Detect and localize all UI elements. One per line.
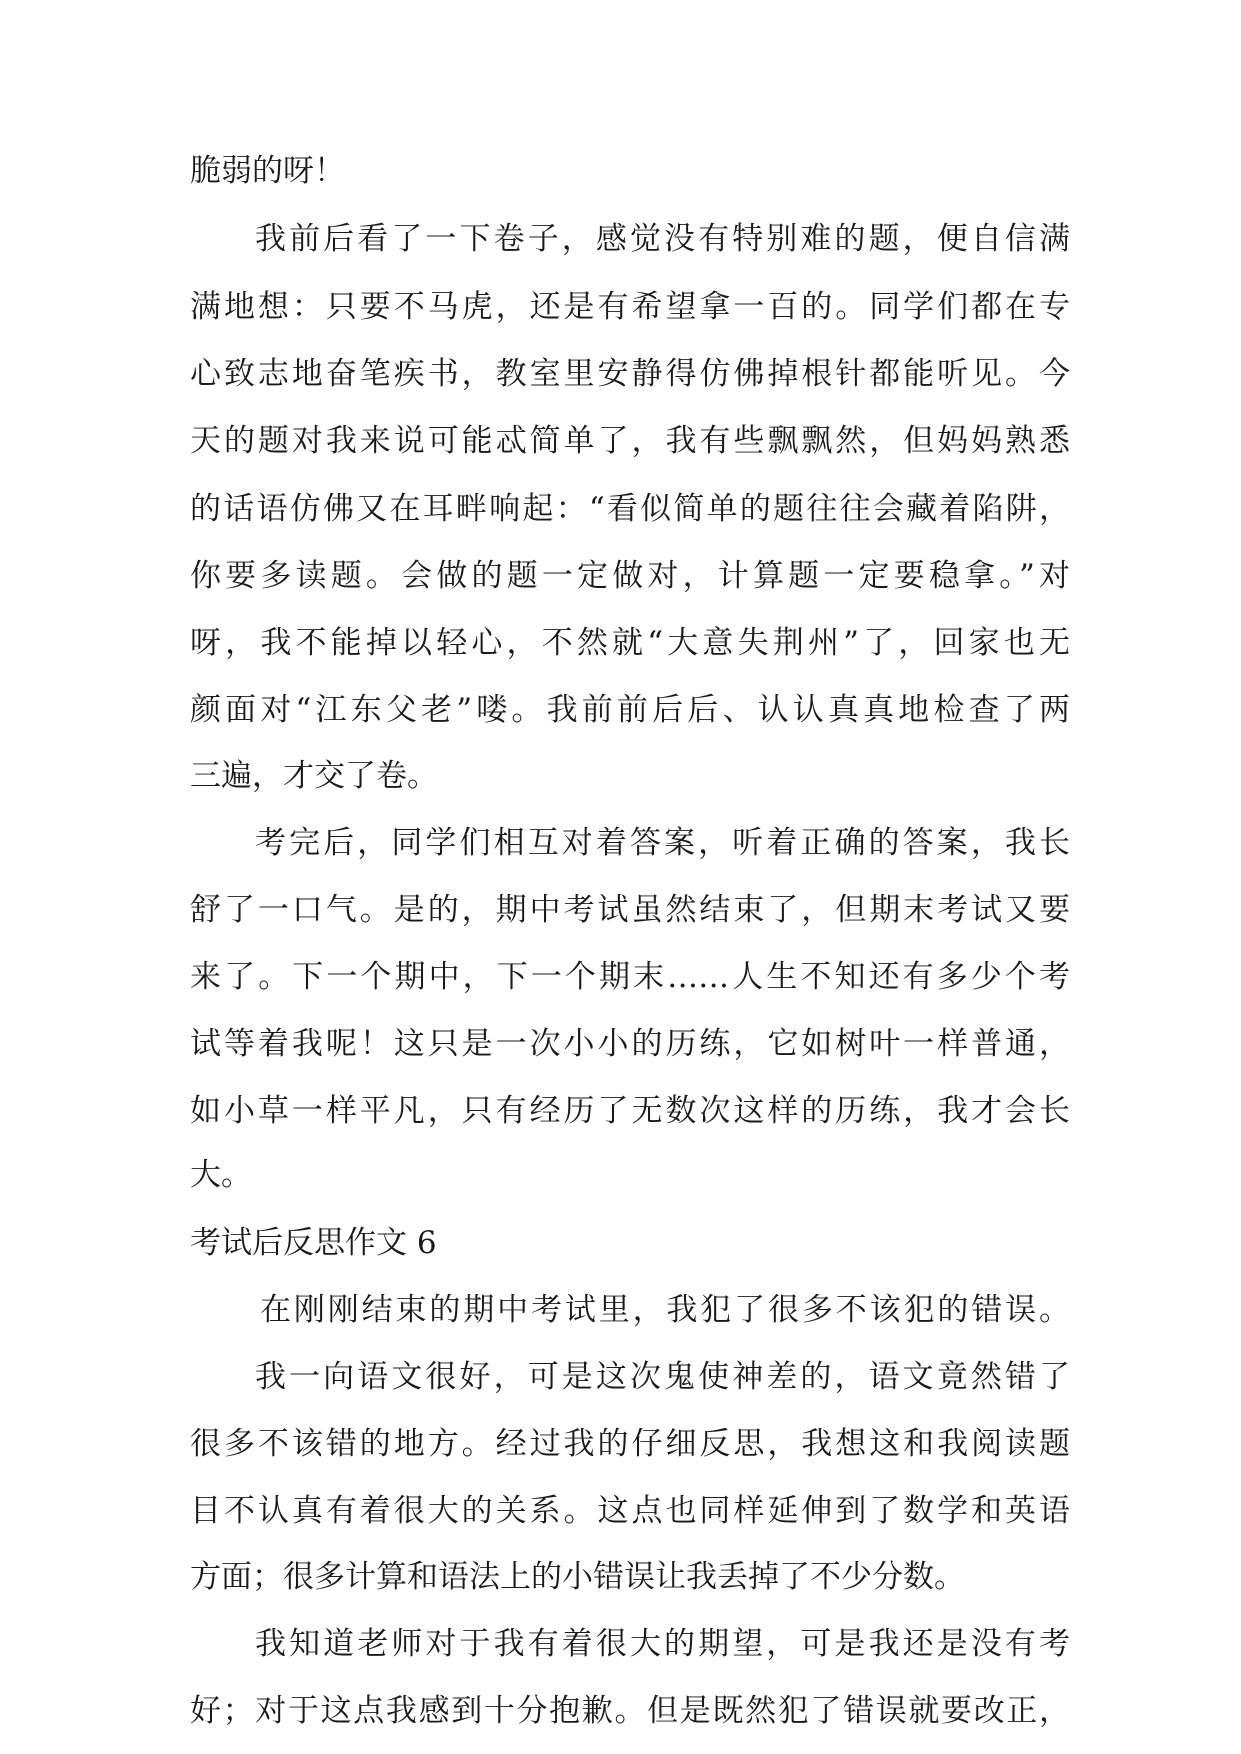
paragraph-line: 的话语仿佛又在耳畔响起：“看似简单的题往往会藏着陷阱， — [190, 491, 1070, 527]
paragraph-line: 目不认真有着很大的关系。这点也同样延伸到了数学和英语 — [190, 1493, 1070, 1529]
paragraph-line: 很多不该错的地方。经过我的仔细反思，我想这和我阅读题 — [190, 1426, 1070, 1462]
text-line: 脆弱的呀！ — [190, 153, 345, 189]
paragraph-line: 我知道老师对于我有着很大的期望，可是我还是没有考 — [255, 1626, 1070, 1662]
paragraph-line: 在刚刚结束的期中考试里，我犯了很多不该犯的错误。 — [260, 1292, 1070, 1328]
paragraph-line: 颜面对“江东父老”喽。我前前后后、认认真真地检查了两 — [190, 692, 1070, 728]
paragraph-line: 大。 — [190, 1157, 252, 1193]
paragraph-line: 天的题对我来说可能忒简单了，我有些飘飘然，但妈妈熟悉 — [190, 423, 1070, 459]
paragraph-line: 呀，我不能掉以轻心，不然就“大意失荆州”了，回家也无 — [190, 625, 1070, 661]
paragraph-line: 三遍，才交了卷。 — [190, 758, 438, 794]
paragraph-line: 你要多读题。会做的题一定做对，计算题一定要稳拿。”对 — [190, 558, 1070, 594]
paragraph-line: 我前后看了一下卷子，感觉没有特别难的题，便自信满 — [255, 221, 1070, 257]
paragraph-line: 考完后，同学们相互对着答案，听着正确的答案，我长 — [255, 825, 1070, 861]
paragraph-line: 来了。下一个期中，下一个期末……人生不知还有多少个考 — [190, 959, 1070, 995]
paragraph-line: 心致志地奋笔疾书，教室里安静得仿佛掉根针都能听见。今 — [190, 356, 1070, 392]
paragraph-line: 如小草一样平凡，只有经历了无数次这样的历练，我才会长 — [190, 1093, 1070, 1129]
paragraph-line: 好；对于这点我感到十分抱歉。但是既然犯了错误就要改正， — [190, 1693, 1070, 1729]
paragraph-line: 试等着我呢！这只是一次小小的历练，它如树叶一样普通， — [190, 1026, 1070, 1062]
paragraph-line: 我一向语文很好，可是这次鬼使神差的，语文竟然错了 — [255, 1359, 1070, 1395]
paragraph-line: 满地想：只要不马虎，还是有希望拿一百的。同学们都在专 — [190, 289, 1070, 325]
section-heading: 考试后反思作文 6 — [190, 1225, 437, 1261]
paragraph-line: 舒了一口气。是的，期中考试虽然结束了，但期末考试又要 — [190, 892, 1070, 928]
paragraph-line: 方面；很多计算和语法上的小错误让我丢掉了不少分数。 — [190, 1559, 965, 1595]
